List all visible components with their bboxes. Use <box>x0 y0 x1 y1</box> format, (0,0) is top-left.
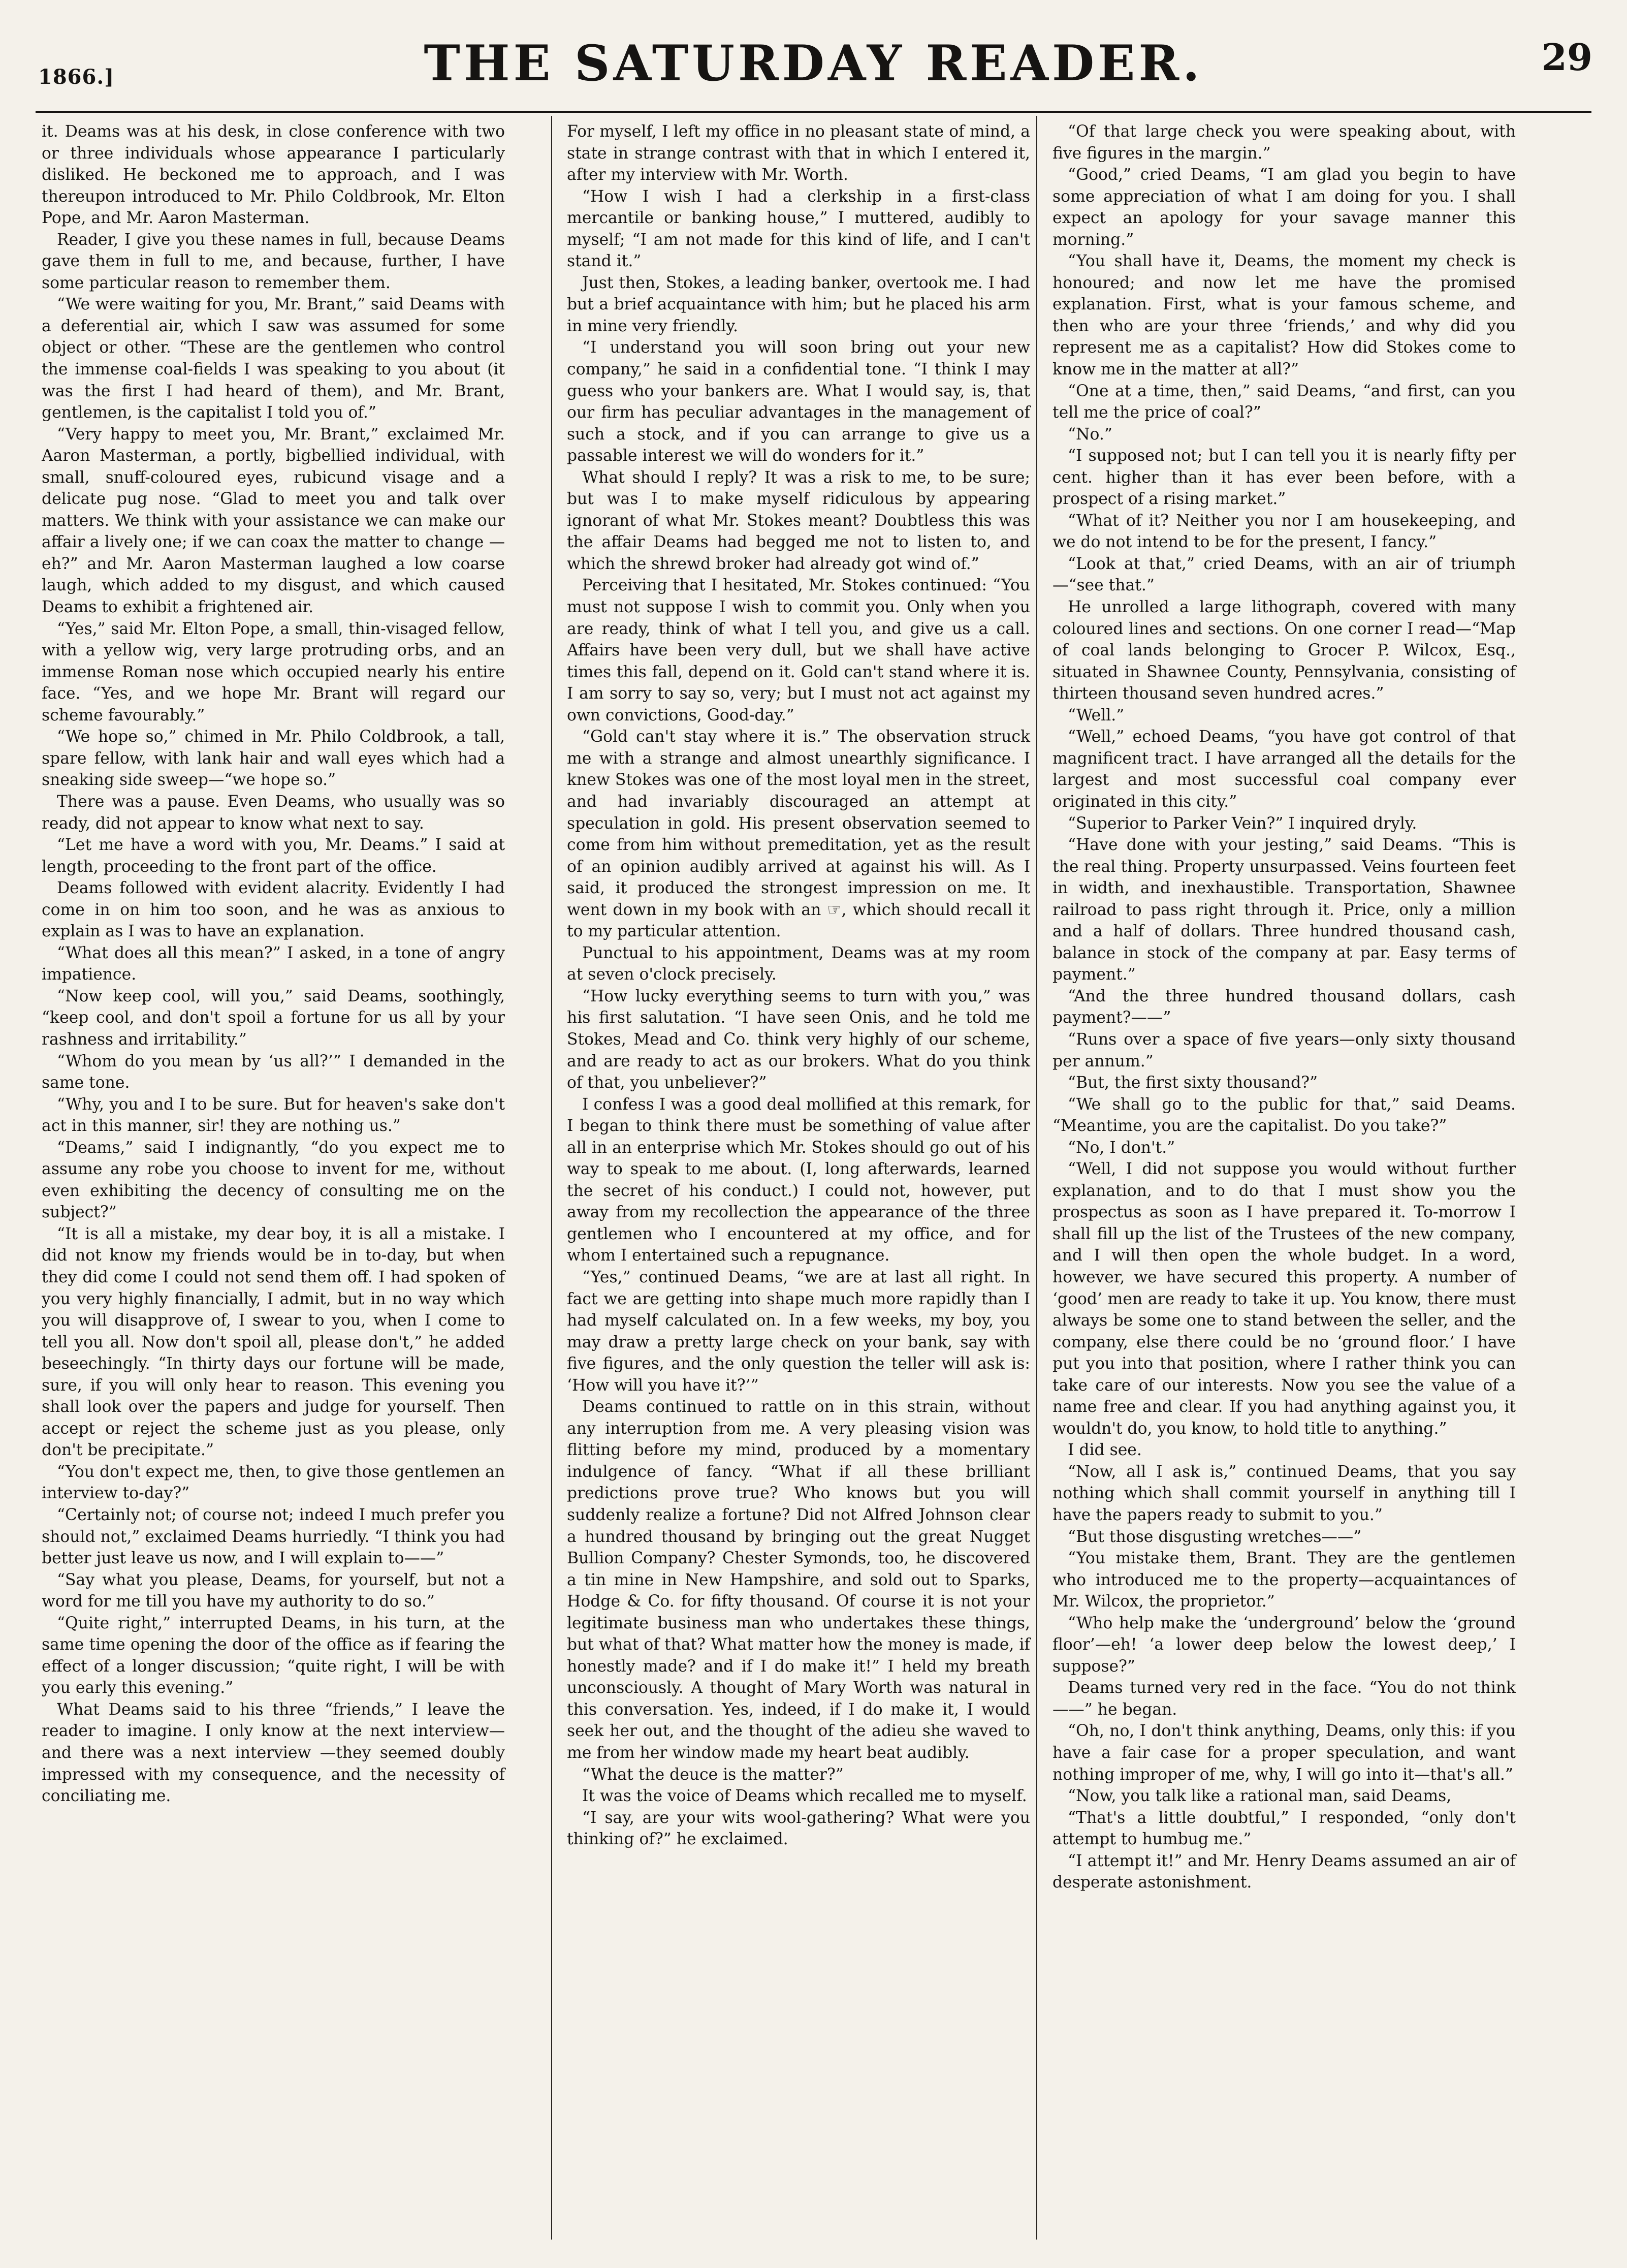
paragraph: He unrolled a large lithograph, covered with many coloured lines and sections. On one corner I read—“Map of coal lands belonging to Grocer P. Wilcox, Esq., situated in Shawnee County, Pennsylvania, consisting of thirteen thousand seven hundred acres.” <box>1052 598 1516 703</box>
paragraph: “Certainly not; of course not; indeed I much prefer you should not,” exclaimed Deams hurriedly. “I think you had better just leave us now, and I will explain to——” <box>42 1506 505 1568</box>
paragraph: “I say, are your wits wool-gathering? What were you thinking of?” he exclaimed. <box>567 1808 1030 1849</box>
paragraph: Deams continued to rattle on in this strain, without any interruption from me. A very pleasing vision was flitting before my mind, produced by a momentary indulgence of fancy. “What if all these brilliant predictions prove true? Who knows but you will suddenly realize a fortune? Did not Alfred Johnson clear a hundred thousand by bringing out the great Nugget Bullion Company? Chester Symonds, too, he discovered a tin mine in New Hampshire, and sold out to Sparks, Hodge & Co. for fifty thousand. Of course it is not your legitimate business man who undertakes these things, but what of that? What matter how the money is made, if honestly made? and if I do make it!” I held my breath unconsciously. A thought of Mary Worth was natural in this conversation. Yes, indeed, if I do make it, I would seek her out, and the thought of the adieu she waved to me from her window made my heart beat audibly. <box>567 1398 1030 1762</box>
paragraph: “Good,” cried Deams, “I am glad you begin to have some appreciation of what I am doing for you. I shall expect an apology for your savage manner this morning.” <box>1052 166 1516 249</box>
text-column-3 <box>1052 121 1516 1894</box>
paragraph: “Say what you please, Deams, for yourself, but not a word for me till you have my authority to do so.” <box>42 1570 505 1611</box>
paragraph: “Yes,” said Mr. Elton Pope, a small, thin-visaged fellow, with a yellow wig, very large protruding orbs, and an immense Roman nose which occupied nearly his entire face. “Yes, and we hope Mr. Brant will regard our scheme favourably.” <box>42 619 505 724</box>
column-divider <box>1036 116 1037 2240</box>
paragraph: “Look at that,” cried Deams, with an air of triumph—“see that.” <box>1052 554 1516 595</box>
paragraph: “We hope so,” chimed in Mr. Philo Coldbrook, a tall, spare fellow, with lank hair and wall eyes which had a sneaking side sweep—“we hope so.” <box>42 728 505 790</box>
paragraph: “Have done with your jesting,” said Deams. “This is the real thing. Property unsurpassed. Veins fourteen feet in width, and inexhaustible. Transportation, Shawnee railroad to pass right through it. Price, only a million and a half of dollars. Three hundred thousand cash, balance in stock of the company at par. Easy terms of payment.” <box>1052 836 1516 984</box>
paragraph: “Now keep cool, will you,” said Deams, soothingly, “keep cool, and don't spoil a fortune for us all by your rashness and irritability.” <box>42 987 505 1049</box>
paragraph: For myself, I left my office in no pleasant state of mind, a state in strange contrast with that in which I entered it, after my interview with Mr. Worth. <box>567 122 1030 184</box>
paragraph: Deams followed with evident alacrity. Evidently I had come in on him too soon, and he was as anxious to explain as I was to have an explanation. <box>42 879 505 941</box>
paragraph: “That's a little doubtful,” I responded, “only don't attempt to humbug me.” <box>1052 1808 1516 1849</box>
paragraph: “Gold can't stay where it is.” The observation struck me with a strange and almost unearthly significance. I knew Stokes was one of the most loyal men in the street, and had invariably discouraged an attempt at speculation in gold. His present observation seemed to come from him without premeditation, yet as the result of an opinion audibly arrived at against his will. As I said, it produced the strongest impression on me. It went down in my book with an ☞, which should recall it to my particular attention. <box>567 728 1030 941</box>
header-rule <box>36 111 1591 113</box>
paragraph: “Why, you and I to be sure. But for heaven's sake don't act in this manner, sir! they are nothing us.” <box>42 1095 505 1136</box>
paragraph: “No.” <box>1068 425 1112 444</box>
paragraph: “Who help make the ‘underground’ below the ‘ground floor’—eh! ‘a lower deep below the lowest deep,’ I suppose?” <box>1052 1614 1516 1676</box>
paragraph: “You shall have it, Deams, the moment my check is honoured; and now let me have the promised explanation. First, what is your famous scheme, and then who are your three ‘friends,’ and why did you represent me as a capitalist? How did Stokes come to know me in the matter at all?” <box>1052 252 1516 379</box>
paragraph: “Quite right,” interrupted Deams, in his turn, at the same time opening the door of the office as if fearing the effect of a longer discussion; “quite right, I will be with you early this evening.” <box>42 1614 505 1697</box>
paragraph: “Well.” <box>1068 706 1125 724</box>
paragraph: Just then, Stokes, a leading banker, overtook me. I had but a brief acquaintance with him; but he placed his arm in mine very friendly. <box>567 273 1030 335</box>
paragraph: Perceiving that I hesitated, Mr. Stokes continued: “You must not suppose I wish to commit you. Only when you are ready, think of what I tell you, and give us a call. Affairs have been very dull, but we shall have active times this fall, depend on it. Gold can't stand where it is. I am sorry to say so, very; but I must not act against my own convictions, Good-day.” <box>567 576 1030 724</box>
paragraph: What should I reply? It was a risk to me, to be sure; but was I to make myself ridiculous by appearing ignorant of what Mr. Stokes meant? Doubtless this was the affair Deams had begged me not to listen to, and which the shrewd broker had already got wind of.” <box>567 468 1030 573</box>
paragraph: Reader, I give you these names in full, because Deams gave them in full to me, and because, further, I have some particular reason to remember them. <box>42 230 505 292</box>
paragraph: “What the deuce is the matter?” <box>582 1765 844 1784</box>
paragraph: Punctual to his appointment, Deams was at my room at seven o'clock precisely. <box>567 943 1030 984</box>
paragraph: “No, I don't.” <box>1068 1138 1175 1157</box>
paragraph: “Well, I did not suppose you would without further explanation, and to do that I must show you the prospectus as soon as I have prepared it. To-morrow I shall fill up the list of the Trustees of the new company, and I will then open the whole budget. In a word, however, we have secured this property. A number of ‘good’ men are ready to take it up. You know, there must always be some one to stand between the seller, and the company, else there could be no ‘ground floor.’ I have put you into that position, where I rather think you can take care of our interests. Now you see the value of a name free and clear. If you had anything against you, it wouldn't do, you know, to hold title to anything.” <box>1052 1160 1516 1438</box>
paragraph: “How lucky everything seems to turn with you,” was his first salutation. “I have seen Onis, and he told me Stokes, Mead and Co. think very highly of our scheme, and are ready to act as our brokers. What do you think of that, you unbeliever?” <box>567 987 1030 1092</box>
paragraph: “I understand you will soon bring out your new company,” he said in a confidential tone. “I think I may guess who your bankers are. What I would say, is, that our firm has peculiar advantages in the management of such a stock, and if you can arrange to give us a passable interest we will do wonders for it.” <box>567 338 1030 465</box>
paragraph: “Whom do you mean by ‘us all?’” I demanded in the same tone. <box>42 1052 505 1092</box>
paragraph: “Runs over a space of five years—only sixty thousand per annum.” <box>1052 1030 1516 1070</box>
paragraph: “You mistake them, Brant. They are the gentlemen who introduced me to the property—acquaintances of Mr. Wilcox, the proprietor.” <box>1052 1549 1516 1611</box>
paragraph: “But those disgusting wretches——” <box>1068 1527 1362 1546</box>
paragraph: Deams turned very red in the face. “You do not think——” he began. <box>1052 1679 1516 1719</box>
paragraph: it. Deams was at his desk, in close conference with two or three individuals whose appearance I particularly disliked. He beckoned me to approach, and I was thereupon introduced to Mr. Philo Coldbrook, Mr. Elton Pope, and Mr. Aaron Masterman. <box>42 122 505 228</box>
paragraph: “Let me have a word with you, Mr. Deams.” I said at length, proceeding to the front part of the office. <box>42 836 505 876</box>
paragraph: “What does all this mean?” I asked, in a tone of angry impatience. <box>42 943 505 984</box>
paragraph: “Well,” echoed Deams, “you have got control of that magnificent tract. I have arranged all the details for the largest and most successful coal company ever originated in this city.” <box>1052 728 1516 811</box>
paragraph: “It is all a mistake, my dear boy, it is all a mistake. I did not know my friends would be in to-day, but when they did come I could not send them off. I had spoken of you very highly financially, I admit, but in no way which you will disapprove of, I swear to you, when I come to tell you all. Now don't spoil all, please don't,” he added beseechingly. “In thirty days our fortune will be made, sure, if you will only hear to reason. This evening you shall look over the papers and judge for yourself. Then accept or reject the scheme just as you please, only don't be precipitate.” <box>42 1224 505 1460</box>
paragraph: “Now, all I ask is,” continued Deams, that you say nothing which shall commit yourself in anything till I have the papers ready to submit to you.” <box>1052 1462 1516 1524</box>
paragraph: “How I wish I had a clerkship in a first-class mercantile or banking house,” I muttered, audibly to myself; “I am not made for this kind of life, and I can't stand it.” <box>567 187 1030 271</box>
text-column-1 <box>42 121 505 1807</box>
paragraph: “We shall go to the public for that,” said Deams. “Meantime, you are the capitalist. Do you take?” <box>1052 1095 1516 1136</box>
paragraph: There was a pause. Even Deams, who usually was so ready, did not appear to know what next to say. <box>42 792 505 833</box>
paragraph: “Now, you talk like a rational man, said Deams, <box>1068 1787 1452 1806</box>
paragraph: I did see. <box>1068 1441 1142 1460</box>
column-divider <box>551 116 552 2240</box>
paragraph: “You don't expect me, then, to give those gentlemen an interview to-day?” <box>42 1462 505 1503</box>
paragraph: “Superior to Parker Vein?” I inquired dryly. <box>1068 814 1417 833</box>
paragraph: “What of it? Neither you nor I am housekeeping, and we do not intend to be for the present, I fancy.” <box>1052 511 1516 552</box>
masthead-title: THE SATURDAY READER. <box>424 35 1203 92</box>
paragraph: I confess I was a good deal mollified at this remark, for I began to think there must be something of value after all in an enterprise which Mr. Stokes should go out of his way to speak to me about. (I, long afterwards, learned the secret of his conduct.) I could not, however, put away from my recollection the appearance of the three gentlemen who I encountered at my office, and for whom I entertained such a repugnance. <box>567 1095 1030 1265</box>
paragraph: “I attempt it!” and Mr. Henry Deams assumed an air of desperate astonishment. <box>1052 1851 1516 1892</box>
paragraph: What Deams said to his three “friends,” I leave the reader to imagine. I only know at the next interview—and there was a next interview —they seemed doubly impressed with my consequence, and the necessity of conciliating me. <box>42 1700 505 1806</box>
paragraph: It was the voice of Deams which recalled me to myself. <box>582 1787 1027 1806</box>
paragraph: “I supposed not; but I can tell you it is nearly fifty per cent. higher than it has ever been before, with a prospect of a rising market.” <box>1052 447 1516 509</box>
paragraph: “Very happy to meet you, Mr. Brant,” exclaimed Mr. Aaron Masterman, a portly, bigbellied individual, with small, snuff-coloured eyes, rubicund visage and a delicate pug nose. “Glad to meet you and talk over matters. We think with your assistance we can make our affair a lively one; if we can coax the matter to change —eh?” and Mr. Aaron Masterman laughed a low coarse laugh, which added to my disgust, and which caused Deams to exhibit a frightened air. <box>42 425 505 617</box>
paragraph: “Of that large check you were speaking about, with five figures in the margin.” <box>1052 122 1516 163</box>
paragraph: “Yes,” continued Deams, “we are at last all right. In fact we are getting into shape much more rapidly than I had myself calculated on. In a few weeks, my boy, you may draw a pretty large check on your bank, say with five figures, and the only question the teller will ask is: ‘How will you have it?’” <box>567 1268 1030 1395</box>
issue-year: 1866.] <box>38 65 115 89</box>
paragraph: “Oh, no, I don't think anything, Deams, only this: if you have a fair case for a proper speculation, and want nothing improper of me, why, I will go into it—that's all.” <box>1052 1722 1516 1784</box>
paragraph: “And the three hundred thousand dollars, cash payment?——” <box>1052 987 1516 1027</box>
paragraph: “Deams,” said I indignantly, “do you expect me to assume any robe you choose to invent for me, without even exhibiting the decency of consulting me on the subject?” <box>42 1138 505 1222</box>
paragraph: “One at a time, then,” said Deams, “and first, can you tell me the price of coal?” <box>1052 382 1516 422</box>
page-number: 29 <box>1541 36 1592 79</box>
paragraph: “We were waiting for you, Mr. Brant,” said Deams with a deferential air, which I saw was assumed for some object or other. “These are the gentlemen who control the immense coal-fields I was speaking to you about (it was the first I had heard of them), and Mr. Brant, gentlemen, is the capitalist I told you of.” <box>42 295 505 422</box>
text-column-2 <box>567 121 1030 1850</box>
paragraph: “But, the first sixty thousand?” <box>1068 1074 1318 1092</box>
